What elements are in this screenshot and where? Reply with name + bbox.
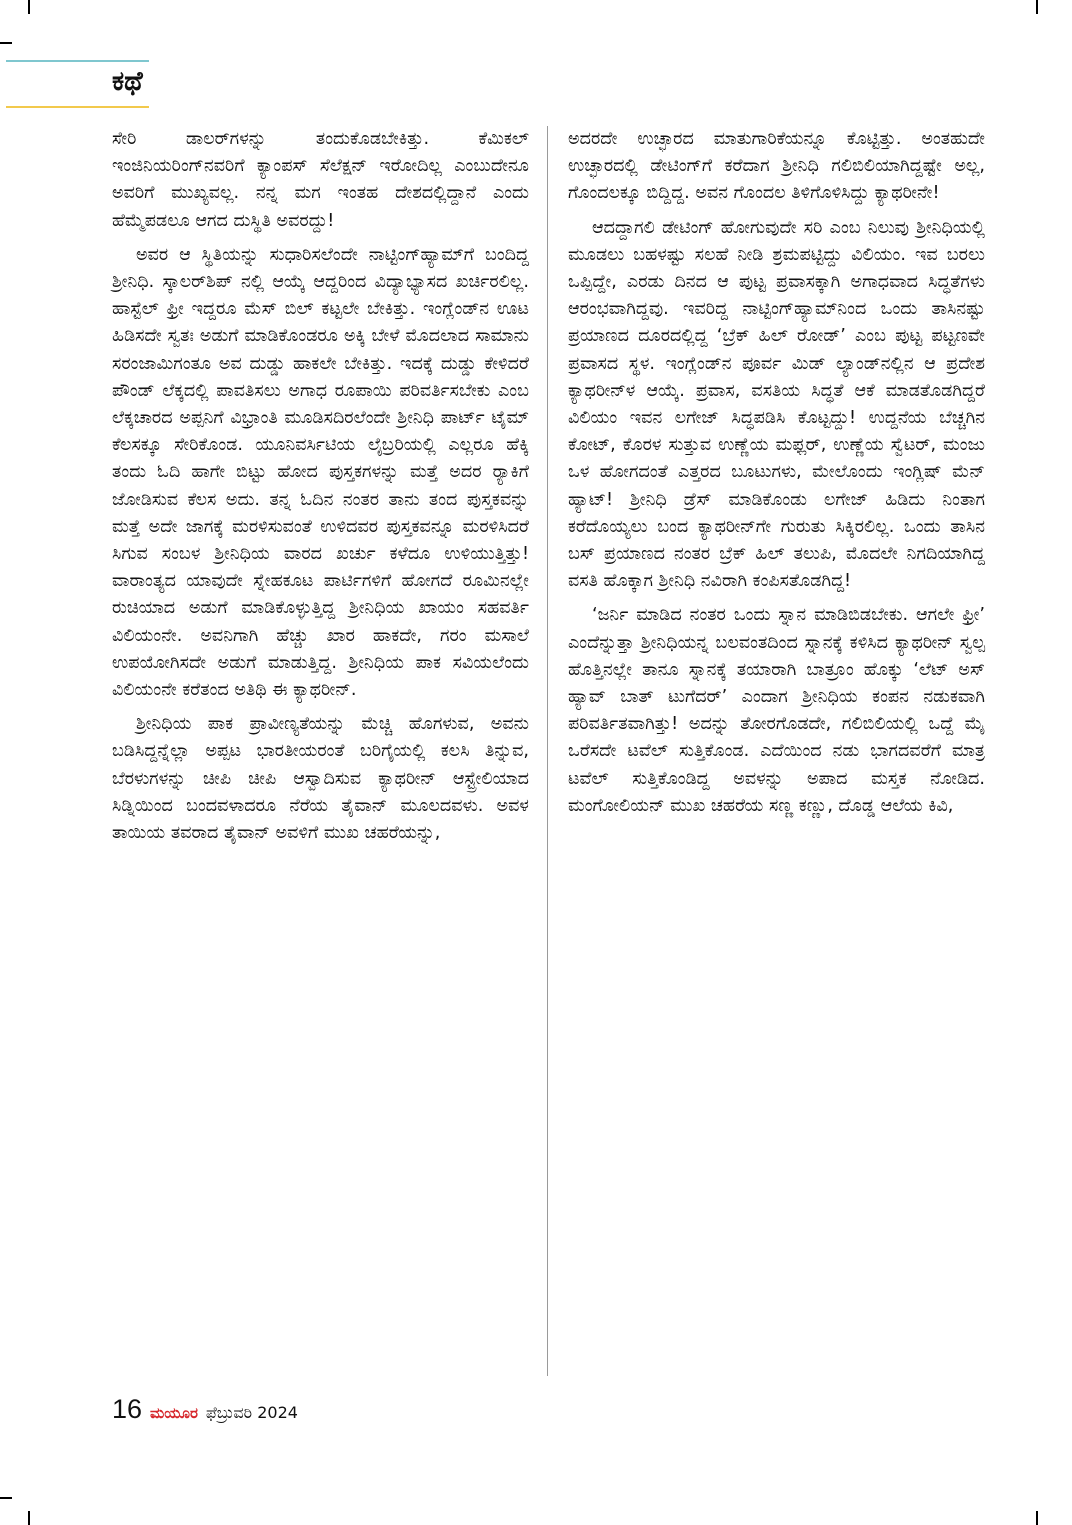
- magazine-logo: ಮಯೂರ: [150, 1404, 198, 1422]
- paragraph: ಅವರ ಆ ಸ್ಥಿತಿಯನ್ನು ಸುಧಾರಿಸಲೆಂದೇ ನಾಟ್ಟಿಂಗ್‌ಹ್ಯಾಮ್‌ಗೆ ಬಂದಿದ್ದ ಶ್ರೀನಿಧಿ. ಸ್ಕಾಲರ್‌ಶಿಪ್ ನಲ್ಲಿ ಆಯ್ಕೆ ಆದ್ದರಿಂದ ವಿದ್ಯಾಭ್ಯಾಸದ ಖರ್ಚಿರಲಿಲ್ಲ. ಹಾಸ್ಟೆಲ್ ಫ್ರೀ ಇದ್ದರೂ ಮೆಸ್ ಬಿಲ್ ಕಟ್ಟಲೇ ಬೇಕಿತ್ತು. ಇಂಗ್ಲೆಂಡ್‌ನ ಊಟ ಹಿಡಿಸದೇ ಸ್ವತಃ ಅಡುಗೆ ಮಾಡಿಕೊಂಡರೂ ಅಕ್ಕಿ ಬೇಳೆ ಮೊದಲಾದ ಸಾಮಾನು ಸರಂಜಾಮಿಗಂತೂ ಅವ ದುಡ್ಡು ಹಾಕಲೇ ಬೇಕಿತ್ತು. ಇದಕ್ಕೆ ದುಡ್ಡು ಕೇಳಿದರೆ ಪೌಂಡ್ ಲೆಕ್ಕದಲ್ಲಿ ಪಾವತಿಸಲು ಅಗಾಧ ರೂಪಾಯಿ ಪರಿವರ್ತಿಸಬೇಕು ಎಂಬ ಲೆಕ್ಕಚಾರದ ಅಪ್ಪನಿಗೆ ವಿಭ್ರಾಂತಿ ಮೂಡಿಸದಿರಲೆಂದೇ ಶ್ರೀನಿಧಿ ಪಾರ್ಟ್ ಟೈಮ್ ಕೆಲಸಕ್ಕೂ ಸೇರಿಕೊಂಡ. ಯೂನಿವರ್ಸಿಟಿಯ ಲೈಬ್ರರಿಯಲ್ಲಿ ಎಲ್ಲರೂ ಹೆಕ್ಕಿ ತಂದು ಓದಿ ಹಾಗೇ ಬಿಟ್ಟು ಹೋದ ಪುಸ್ತಕಗಳನ್ನು ಮತ್ತೆ ಅದರ ರ್‍ಯಾಕಿಗೆ ಜೋಡಿಸುವ ಕೆಲಸ ಅದು. ತನ್ನ ಓದಿನ ನಂತರ ತಾನು ತಂದ ಪುಸ್ತಕವನ್ನು ಮತ್ತೆ ಅದೇ ಜಾಗಕ್ಕೆ ಮರಳಿಸುವಂತೆ ಉಳಿದವರ ಪುಸ್ತಕವನ್ನೂ ಮರಳಿಸಿದರೆ ಸಿಗುವ ಸಂಬಳ ಶ್ರೀನಿಧಿಯ ವಾರದ ಖರ್ಚು ಕಳೆದೂ ಉಳಿಯುತ್ತಿತ್ತು! ವಾರಾಂತ್ಯದ ಯಾವುದೇ ಸ್ನೇಹಕೂಟ ಪಾರ್ಟಿಗಳಿಗೆ ಹೋಗದೆ ರೂಮಿನಲ್ಲೇ ರುಚಿಯಾದ ಅಡುಗೆ ಮಾಡಿಕೊಳ್ಳುತ್ತಿದ್ದ ಶ್ರೀನಿಧಿಯ ಖಾಯಂ ಸಹವರ್ತಿ ವಿಲಿಯಂನೇ. ಅವನಿಗಾಗಿ ಹೆಚ್ಚು ಖಾರ ಹಾಕದೇ, ಗರಂ ಮಸಾಲೆ ಉಪಯೋಗಿಸದೇ ಅಡುಗೆ ಮಾಡುತ್ತಿದ್ದ. ಶ್ರೀನಿಧಿಯ ಪಾಕ ಸವಿಯಲೆಂದು ವಿಲಿಯಂನೇ ಕರೆತಂದ ಅತಿಥಿ ಈ ಕ್ಯಾಥರೀನ್.: [112, 244, 529, 701]
- crop-mark: [1036, 1511, 1038, 1525]
- paragraph: ಶ್ರೀನಿಧಿಯ ಪಾಕ ಪ್ರಾವೀಣ್ಯತೆಯನ್ನು ಮೆಚ್ಚಿ ಹೊಗಳುವ, ಅವನು ಬಡಿಸಿದ್ದನ್ನೆಲ್ಲಾ ಅಪ್ಪಟ ಭಾರತೀಯರಂತೆ ಬರಿಗೈಯಲ್ಲಿ ಕಲಸಿ ತಿನ್ನುವ, ಬೆರಳುಗಳನ್ನು ಚೀಪಿ ಚೀಪಿ ಆಸ್ವಾದಿಸುವ ಕ್ಯಾಥರೀನ್ ಆಸ್ಟ್ರೇಲಿಯಾದ ಸಿಡ್ನಿಯಿಂದ ಬಂದವಳಾದರೂ ನೆರೆಯ ತೈವಾನ್ ಮೂಲದವಳು. ಅವಳ ತಾಯಿಯ ತವರಾದ ತೈವಾನ್ ಅವಳಿಗೆ ಮುಖ ಚಹರೆಯನ್ನು,: [112, 714, 529, 844]
- issue-date: ಫೆಬ್ರುವರಿ 2024: [205, 1403, 298, 1422]
- paragraph: ಅದರದೇ ಉಚ್ಛಾರದ ಮಾತುಗಾರಿಕೆಯನ್ನೂ ಕೊಟ್ಟಿತ್ತು. ಅಂತಹುದೇ ಉಚ್ಛಾರದಲ್ಲಿ ಡೇಟಿಂಗ್‌ಗೆ ಕರೆದಾಗ ಶ್ರೀನಿಧಿ ಗಲಿಬಿಲಿಯಾಗಿದ್ದಷ್ಟೇ ಅಲ್ಲ, ಗೊಂದಲಕ್ಕೂ ಬಿದ್ದಿದ್ದ. ಅವನ ಗೊಂದಲ ತಿಳಿಗೊಳಿಸಿದ್ದು ಕ್ಯಾಥರೀನೇ!: [568, 129, 985, 204]
- page-number: 16: [112, 1394, 143, 1424]
- paragraph: ಸೇರಿ ಡಾಲರ್‌ಗಳನ್ನು ತಂದುಕೊಡಬೇಕಿತ್ತು. ಕೆಮಿಕಲ್ ಇಂಜಿನಿಯರಿಂಗ್‌ನವರಿಗೆ ಕ್ಯಾಂಪಸ್ ಸೆಲೆಕ್ಷನ್ ಇರೋದಿಲ್ಲ ಎಂಬುದೇನೂ ಅವರಿಗೆ ಮುಖ್ಯವಲ್ಲ. ನನ್ನ ಮಗ ಇಂತಹ ದೇಶದಲ್ಲಿದ್ದಾನೆ ಎಂದು ಹೆಮ್ಮೆಪಡಲೂ ಆಗದ ದುಸ್ಥಿತಿ ಅವರದ್ದು!: [112, 129, 529, 231]
- crop-mark: [28, 0, 30, 14]
- section-rule-bottom: [6, 106, 149, 108]
- paragraph: ಆದದ್ದಾಗಲಿ ಡೇಟಿಂಗ್ ಹೋಗುವುದೇ ಸರಿ ಎಂಬ ನಿಲುವು ಶ್ರೀನಿಧಿಯಲ್ಲಿ ಮೂಡಲು ಬಹಳಷ್ಟು ಸಲಹೆ ನೀಡಿ ಶ್ರಮಪಟ್ಟಿದ್ದು ವಿಲಿಯಂ. ಇವ ಬರಲು ಒಪ್ಪಿದ್ದೇ, ಎರಡು ದಿನದ ಆ ಪುಟ್ಟ ಪ್ರವಾಸಕ್ಕಾಗಿ ಅಗಾಧವಾದ ಸಿದ್ಧತೆಗಳು ಆರಂಭವಾಗಿದ್ದವು. ಇವರಿದ್ದ ನಾಟ್ಟಿಂಗ್‌ಹ್ಯಾಮ್‌ನಿಂದ ಒಂದು ತಾಸಿನಷ್ಟು ಪ್ರಯಾಣದ ದೂರದಲ್ಲಿದ್ದ ‘ಬ್ರೆಕ್ ಹಿಲ್ ರೋಡ್’ ಎಂಬ ಪುಟ್ಟ ಪಟ್ಟಣವೇ ಪ್ರವಾಸದ ಸ್ಥಳ. ಇಂಗ್ಲೆಂಡ್‌ನ ಪೂರ್ವ ಮಿಡ್ ಲ್ಯಾಂಡ್‌ನಲ್ಲಿನ ಆ ಪ್ರದೇಶ ಕ್ಯಾಥರೀನ್‌ಳ ಆಯ್ಕೆ. ಪ್ರವಾಸ, ವಸತಿಯ ಸಿದ್ಧತೆ ಆಕೆ ಮಾಡತೊಡಗಿದ್ದರೆ ವಿಲಿಯಂ ಇವನ ಲಗೇಜ್ ಸಿದ್ಧಪಡಿಸಿ ಕೊಟ್ಟದ್ದು! ಉದ್ದನೆಯ ಬೆಚ್ಚಗಿನ ಕೋಟ್, ಕೊರಳ ಸುತ್ತುವ ಉಣ್ಣೆಯ ಮಫ್ಲರ್, ಉಣ್ಣೆಯ ಸ್ವೆಟರ್, ಮಂಜು ಒಳ ಹೋಗದಂತೆ ಎತ್ತರದ ಬೂಟುಗಳು, ಮೇಲೊಂದು ಇಂಗ್ಲಿಷ್ ಮೆನ್ ಹ್ಯಾಟ್! ಶ್ರೀನಿಧಿ ಡ್ರೆಸ್ ಮಾಡಿಕೊಂಡು ಲಗೇಜ್ ಹಿಡಿದು ನಿಂತಾಗ ಕರೆದೊಯ್ಯಲು ಬಂದ ಕ್ಯಾಥರೀನ್‌ಗೇ ಗುರುತು ಸಿಕ್ಕಿರಲಿಲ್ಲ. ಒಂದು ತಾಸಿನ ಬಸ್ ಪ್ರಯಾಣದ ನಂತರ ಬ್ರೆಕ್ ಹಿಲ್ ತಲುಪಿ, ಮೊದಲೇ ನಿಗದಿಯಾಗಿದ್ದ ವಸತಿ ಹೊಕ್ಕಾಗ ಶ್ರೀನಿಧಿ ನವಿರಾಗಿ ಕಂಪಿಸತೊಡಗಿದ್ದ!: [568, 217, 985, 592]
- left-column: [112, 126, 529, 854]
- crop-mark: [0, 1497, 12, 1499]
- section-title: ಕಥೆ: [112, 66, 143, 97]
- crop-mark: [0, 42, 12, 44]
- paragraph: ‘ಜರ್ನಿ ಮಾಡಿದ ನಂತರ ಒಂದು ಸ್ನಾನ ಮಾಡಿಬಿಡಬೇಕು. ಆಗಲೇ ಫ್ರೀ’ ಎಂದೆನ್ನುತ್ತಾ ಶ್ರೀನಿಧಿಯನ್ನ ಬಲವಂತದಿಂದ ಸ್ನಾನಕ್ಕೆ ಕಳಿಸಿದ ಕ್ಯಾಥರೀನ್ ಸ್ವಲ್ಪ ಹೊತ್ತಿನಲ್ಲೇ ತಾನೂ ಸ್ನಾನಕ್ಕೆ ತಯಾರಾಗಿ ಬಾತ್ರೂಂ ಹೊಕ್ಕು ‘ಲೆಟ್ ಅಸ್ ಹ್ಯಾವ್ ಬಾತ್ ಟುಗೆದರ್’ ಎಂದಾಗ ಶ್ರೀನಿಧಿಯ ಕಂಪನ ನಡುಕವಾಗಿ ಪರಿವರ್ತಿತವಾಗಿತ್ತು! ಅದನ್ನು ತೋರಗೊಡದೇ, ಗಲಿಬಿಲಿಯಲ್ಲಿ ಒದ್ದೆ ಮೈ ಒರೆಸದೇ ಟವೆಲ್ ಸುತ್ತಿಕೊಂಡ. ಎದೆಯಿಂದ ನಡು ಭಾಗದವರೆಗೆ ಮಾತ್ರ ಟವೆಲ್ ಸುತ್ತಿಕೊಂಡಿದ್ದ ಅವಳನ್ನು ಅಪಾದ ಮಸ್ತಕ ನೋಡಿದ. ಮಂಗೋಲಿಯನ್ ಮುಖ ಚಹರೆಯ ಸಣ್ಣ ಕಣ್ಣು, ದೊಡ್ಡ ಆಲೆಯ ಕಿವಿ,: [568, 605, 985, 816]
- page-footer: [112, 1394, 298, 1425]
- crop-mark: [1036, 0, 1038, 14]
- column-divider: [547, 126, 548, 1376]
- right-column: [568, 126, 985, 827]
- section-rule-top: [6, 60, 149, 62]
- crop-mark: [28, 1511, 30, 1525]
